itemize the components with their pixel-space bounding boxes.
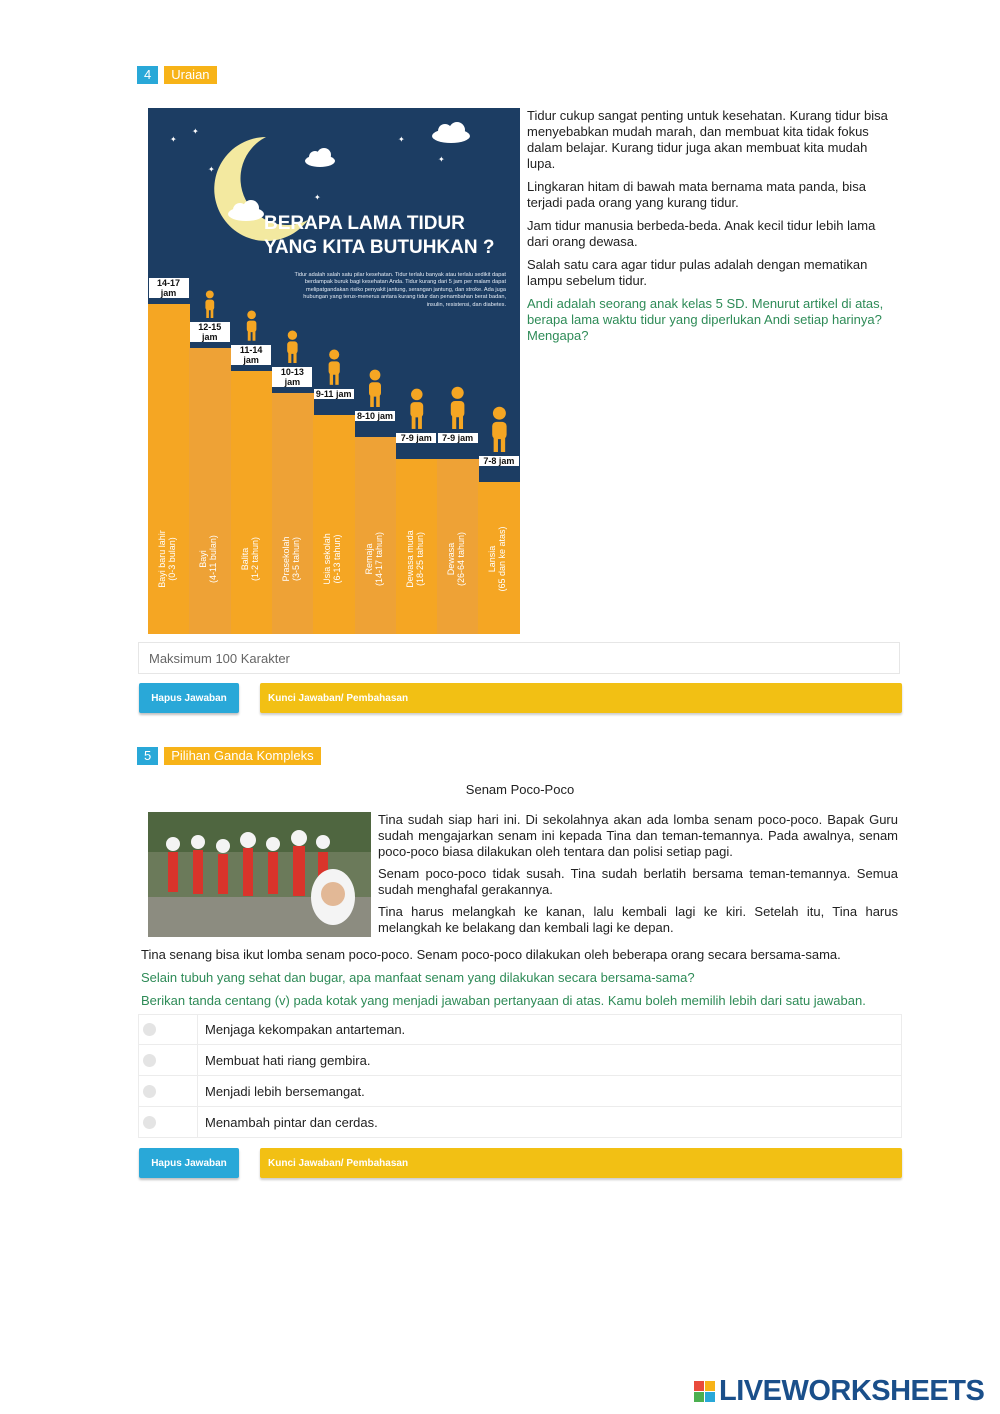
option-checkbox[interactable] bbox=[143, 1116, 156, 1129]
article-paragraph: Jam tidur manusia berbeda-beda. Anak kecil tidur lebih lama dari orang dewasa. bbox=[527, 218, 876, 249]
answer-field-container bbox=[138, 642, 900, 674]
infographic-title-line: YANG KITA BUTUHKAN ? bbox=[264, 237, 495, 258]
clear-answer-button[interactable]: Hapus Jawaban bbox=[139, 683, 239, 713]
bar-age-range: (1-2 tahun) bbox=[249, 536, 260, 582]
star-icon: ✦ bbox=[398, 135, 405, 144]
star-icon: ✦ bbox=[438, 155, 445, 164]
bar-age-group: Lansia bbox=[487, 545, 498, 573]
bar-age-label bbox=[487, 514, 507, 604]
story-text bbox=[378, 812, 898, 942]
question-text: Andi adalah seorang anak kelas 5 SD. Menurut artikel di atas, berapa lama waktu tidur yang diperlukan Andi setiap harinya? Mengapa? bbox=[527, 296, 884, 343]
bar-age-range: (18-25 tahun) bbox=[414, 531, 425, 587]
question-number: 4 bbox=[137, 66, 158, 84]
bar-hours-label: 7-8 jam bbox=[479, 456, 519, 466]
logo-square bbox=[694, 1392, 704, 1402]
question-number: 5 bbox=[137, 747, 158, 765]
option-checkbox-cell bbox=[139, 1045, 198, 1075]
bar-age-label bbox=[446, 514, 466, 604]
bar-age-group: Dewasa muda bbox=[404, 530, 415, 588]
person-icon bbox=[404, 388, 430, 429]
bar-age-label bbox=[157, 514, 177, 604]
question-type-badge: Uraian bbox=[164, 66, 216, 84]
option-row[interactable] bbox=[138, 1107, 902, 1138]
sleep-infographic bbox=[148, 108, 520, 634]
bar-age-range: (6-13 tahun) bbox=[332, 534, 343, 584]
star-icon: ✦ bbox=[208, 165, 215, 174]
bar-age-range: (26-64 tahun) bbox=[456, 531, 467, 587]
option-label: Menjaga kekompakan antarteman. bbox=[205, 1022, 406, 1037]
senam-photo bbox=[148, 812, 371, 937]
bar-hours-label: 12-15 jam bbox=[190, 322, 230, 342]
bar-hours-label: 7-9 jam bbox=[396, 433, 436, 443]
bar-age-range: (65 dan ke atas) bbox=[497, 526, 508, 592]
star-icon: ✦ bbox=[192, 127, 199, 136]
story-title: Senam Poco-Poco bbox=[465, 782, 575, 797]
liveworksheets-logo bbox=[694, 1376, 984, 1406]
instruction-text: Berikan tanda centang (v) pada kotak yang menjadi jawaban pertanyaan di atas. Kamu boleh memilih lebih dari satu jawaban. bbox=[141, 993, 866, 1008]
bar-age-label bbox=[281, 514, 301, 604]
logo-square bbox=[705, 1381, 715, 1391]
cloud-icon bbox=[430, 122, 472, 144]
story-closing: Tina senang bisa ikut lomba senam poco-poco. Senam poco-poco dilakukan oleh beberapa orang secara bersama-sama. bbox=[141, 947, 841, 962]
bar-hours-label: 7-9 jam bbox=[438, 433, 478, 443]
option-label: Menambah pintar dan cerdas. bbox=[205, 1114, 378, 1130]
person-icon bbox=[485, 406, 514, 452]
infographic-title-line: BERAPA LAMA TIDUR bbox=[264, 213, 465, 234]
bar-hours-label: 9-11 jam bbox=[314, 389, 354, 399]
bar-age-group: Bayi bbox=[198, 550, 209, 568]
option-row[interactable] bbox=[138, 1045, 902, 1076]
option-label: Menjadi lebih bersemangat. bbox=[205, 1083, 365, 1099]
cloud-icon bbox=[303, 148, 337, 168]
article-paragraph: Tidur cukup sangat penting untuk kesehatan. Kurang tidur bisa menyebabkan mudah marah, dan membuat kita tidak fokus dalam belajar. Kurang tidur juga akan membuat kita mudah lupa. bbox=[527, 108, 888, 171]
question-text: Selain tubuh yang sehat dan bugar, apa manfaat senam yang dilakukan secara bersama-sama? bbox=[141, 970, 695, 985]
bar-age-label bbox=[364, 514, 384, 604]
person-icon bbox=[242, 310, 261, 341]
bar-age-range: (0-3 bulan) bbox=[167, 537, 177, 581]
star-icon: ✦ bbox=[314, 193, 321, 202]
bar-hours-label: 11-14 jam bbox=[231, 345, 271, 365]
bar-age-group: Dewasa bbox=[446, 542, 457, 576]
option-row[interactable] bbox=[138, 1076, 902, 1107]
answer-key-button[interactable]: Kunci Jawaban/ Pembahasan bbox=[260, 1148, 902, 1178]
person-icon bbox=[323, 349, 345, 385]
option-checkbox-cell bbox=[139, 1107, 198, 1137]
question-type-badge: Pilihan Ganda Kompleks bbox=[164, 747, 320, 765]
option-checkbox-cell bbox=[139, 1076, 198, 1106]
answer-key-button[interactable]: Kunci Jawaban/ Pembahasan bbox=[260, 683, 902, 713]
options-list bbox=[138, 1014, 902, 1138]
option-checkbox-cell bbox=[139, 1015, 198, 1044]
story-paragraph: Tina harus melangkah ke kanan, lalu kembali lagi ke kiri. Setelah itu, Tina harus melangkah ke belakang dan kembali lagi ke depan. bbox=[378, 904, 898, 935]
clear-answer-button[interactable]: Hapus Jawaban bbox=[139, 1148, 239, 1178]
option-checkbox[interactable] bbox=[143, 1054, 156, 1067]
bar-age-group: Prasekolah bbox=[280, 536, 291, 582]
story-paragraph: Senam poco-poco tidak susah. Tina sudah berlatih bersama teman-temannya. Semua sudah menghafal gerakannya. bbox=[378, 866, 898, 897]
bar-age-label bbox=[322, 514, 342, 604]
option-label: Membuat hati riang gembira. bbox=[205, 1052, 371, 1068]
bar-hours-label: 14-17 jam bbox=[149, 278, 189, 298]
bar-age-label bbox=[198, 514, 218, 604]
article-paragraph: Lingkaran hitam di bawah mata bernama mata panda, bisa terjadi pada orang yang kurang tidur. bbox=[527, 179, 866, 210]
bar-age-range: (4-11 bulan) bbox=[208, 535, 219, 583]
article-paragraph: Salah satu cara agar tidur pulas adalah dengan mematikan lampu sebelum tidur. bbox=[527, 257, 868, 288]
infographic-title bbox=[264, 212, 520, 260]
option-checkbox[interactable] bbox=[143, 1023, 156, 1036]
answer-input[interactable] bbox=[139, 643, 899, 673]
bar-age-group: Usia sekolah bbox=[322, 533, 333, 585]
bar-age-group: Remaja bbox=[363, 543, 374, 575]
cloud-icon bbox=[226, 200, 266, 222]
bar-age-group: Bayi baru lahir bbox=[157, 530, 167, 588]
bar-hours-label: 8-10 jam bbox=[356, 411, 394, 422]
person-icon bbox=[363, 369, 387, 407]
option-checkbox[interactable] bbox=[143, 1085, 156, 1098]
bar-age-label bbox=[405, 514, 425, 604]
students-exercising-image bbox=[148, 812, 371, 937]
option-row[interactable] bbox=[138, 1014, 902, 1045]
story-paragraph: Tina sudah siap hari ini. Di sekolahnya akan ada lomba senam poco-poco. Bapak Guru sudah mengajarkan senam ini kepada Tina dan teman-temannya. Pada awalnya, senam poco-poco biasa dilakukan oleh tentara dan polisi setiap pagi. bbox=[378, 812, 898, 859]
logo-text: LIVEWORKSHEETS bbox=[719, 1375, 985, 1407]
person-icon bbox=[444, 386, 471, 430]
logo-square bbox=[694, 1381, 704, 1391]
question-5-header bbox=[137, 747, 321, 765]
star-icon: ✦ bbox=[170, 135, 177, 144]
bar-age-group: Balita bbox=[239, 547, 250, 571]
infographic-text: Tidur adalah salah satu pilar kesehatan. Tidur terlalu banyak atau terlalu sedikit dapat berdampak buruk bagi kesehatan Anda. Tidur kurang dari 5 jam per malam dapat melipatgandakan risiko penyakit jantung, serangan jantung, dan stroke. Ada juga hubungan yang terus-menerus antara kurang tidur dan penambahan berat badan, insulin, resistensi, dan diabetes. bbox=[294, 272, 506, 308]
bar-age-range: (14-17 tahun) bbox=[373, 531, 384, 587]
bar-age-label bbox=[240, 514, 260, 604]
logo-square bbox=[705, 1392, 715, 1402]
person-icon bbox=[201, 290, 219, 318]
bar-hours-label: 10-13 jam bbox=[272, 367, 312, 387]
person-icon bbox=[282, 330, 303, 363]
article-text bbox=[527, 108, 899, 351]
question-4-header bbox=[137, 66, 217, 84]
bar-age-range: (3-5 tahun) bbox=[290, 536, 301, 582]
logo-mark-icon bbox=[694, 1381, 715, 1402]
